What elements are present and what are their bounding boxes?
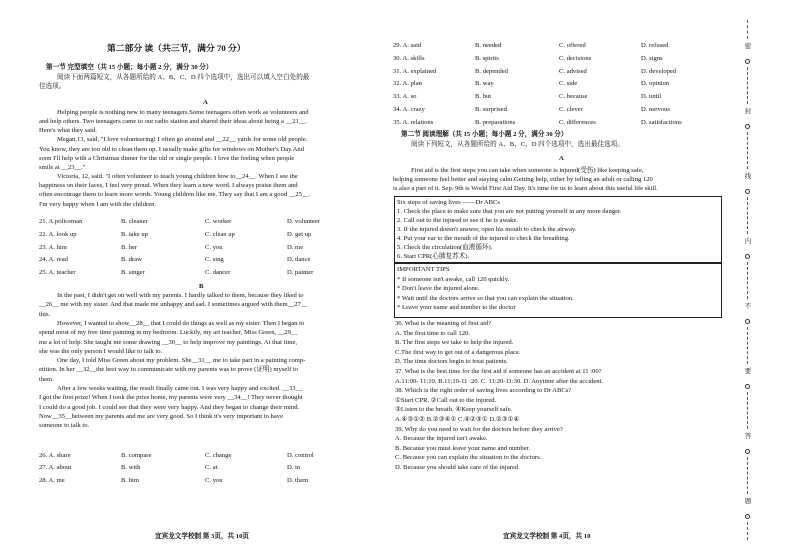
binding-dash <box>747 327 748 364</box>
binding-line <box>733 0 763 550</box>
pb-line: One day, I told Miss Green about my problem. She__31__ me to take part in a painting comp- <box>57 357 306 365</box>
option: D. in <box>287 464 301 472</box>
option: 25. A. teacher <box>39 269 76 277</box>
option: C. advised <box>559 67 587 75</box>
option: 32. A. plan <box>393 80 422 88</box>
binding-hole-icon <box>745 319 750 324</box>
option: D. me <box>287 243 304 251</box>
option: C. differences <box>559 118 596 126</box>
pa-line: soon I'll help with a Christmas dinner for the old or single people. I love the feeling when people <box>39 154 295 162</box>
pb-line: me a lot of help. She taught me some drawing __30__ to help improve my paintings. At that time, <box>39 338 298 346</box>
pb-line: someone to talk to. <box>39 422 90 430</box>
passage-b-label: B <box>199 283 204 290</box>
option: 28. A. me <box>39 476 65 484</box>
section1-title: 第一节 完型填空（共 15 小题；每小题 2 分，满分 30 分） <box>46 64 213 71</box>
ra-line: First aid is the first steps you can take when someone is injured(受伤) like keeping safe, <box>411 167 644 174</box>
binding-hole-icon <box>745 449 750 454</box>
option: C. offered <box>559 42 586 49</box>
q36-line: 37. What is the best time for the first aid if someone has an accident at 11 :00? <box>395 368 602 375</box>
pa-line: I'm very happy when I am with the children. <box>39 200 157 208</box>
option: C. clean up <box>205 230 235 238</box>
pa-line: often encourage them to learn more words. Young children like me. They say that I am a good __25__. <box>39 191 311 199</box>
option: B. draw <box>121 256 142 264</box>
q36-line: 39. Why do you need to wait for the doctors before they arrive? <box>395 425 563 433</box>
binding-hole-icon <box>745 254 750 259</box>
option: D. volunteer <box>287 218 320 225</box>
option: B. singer <box>121 269 145 277</box>
option: B. preparations <box>475 118 516 126</box>
pb-line: I could do a good job. I could see that they were very happy. And they began to change their mind. <box>39 403 300 411</box>
option: D. until <box>641 93 662 101</box>
q36-line: 36. What is the meaning of first aid? <box>395 320 492 327</box>
binding-char: 密 <box>744 43 752 50</box>
option: C. because <box>559 93 588 101</box>
option: D. dance <box>287 256 311 264</box>
part-title: 第二部分 读（共三节，满分 70 分） <box>107 43 246 53</box>
binding-dash <box>747 197 748 234</box>
q36-line: 38. Which is the right order of saving lives according to Dr ABCs? <box>395 387 572 395</box>
pa-line: and help others. Two teenagers came to our radio station and shared their ideas about being a __21__. <box>39 118 308 126</box>
pa-line: Here's what they said. <box>39 127 97 135</box>
b2-line: * Leave your name and number to the doctor <box>397 304 516 312</box>
option: C. at <box>205 464 218 472</box>
option: B. compare <box>121 452 152 459</box>
pa-line: Megan,13, said, "I love volunteering! I often go around and __22__ yards for some old people. <box>57 136 308 144</box>
b2-line: * If someone isn't awake, call 120 quickly. <box>397 275 510 283</box>
option: D. developed <box>641 67 677 75</box>
pb-line: Now__35__between my parents and me are very good. So I think it's very important to have <box>39 412 284 420</box>
option: C. dancer <box>205 269 231 277</box>
pb-line: etition. In her __32__the best way to communicate with my parents was to prove (证明) myself to <box>39 366 299 374</box>
option: 22. A. look up <box>39 230 77 238</box>
option: 31. A. explained <box>393 67 437 75</box>
option: 23. A. him <box>39 243 67 251</box>
q36-line: D. The time doctors begin to treat patients. <box>395 358 508 366</box>
section1-instr-2: 佳选项。 <box>39 83 66 90</box>
pa-line: happiness on their faces, I feel very proud. When they learn a new word. I always praise them and <box>39 182 298 190</box>
pb-line: __26__ me with my sister. And that made me unhappy and sad. I sometimes argued with them__27__ <box>39 301 308 309</box>
pa-line: You know, they are too old to clean them up. I usually make gifts for windows on Mother's Day.And <box>39 145 305 153</box>
binding-dash <box>747 392 748 429</box>
option: 21. A.policeman <box>39 218 83 225</box>
option: B. spirits <box>475 54 499 62</box>
b1-line: 4. Put your ear to the mouth of the injured to check the breathing. <box>397 235 570 242</box>
option: B. depended <box>475 67 508 75</box>
binding-dash <box>747 522 748 540</box>
q36-line: A. Because the injured isn't awake. <box>395 435 488 443</box>
b2-line: * Wait until the doctors arrive so that you can explain the situation. <box>397 294 574 302</box>
option: C. change <box>205 452 232 459</box>
option: D. control <box>287 452 314 459</box>
left-footer: 宜宾龙文学校制 第 3页，共 10页 <box>155 533 249 540</box>
binding-char: 线 <box>744 173 752 180</box>
q36-line: A.11:00- 11:10. B.11:10-11 :20. C. 11:20-11:30. D. Anytime after the accident. <box>395 377 604 385</box>
option: D. refused <box>641 42 669 49</box>
option: C. you <box>205 476 223 484</box>
binding-dash <box>747 262 748 299</box>
option: 33. A. so <box>393 93 417 101</box>
right-footer: 宜宾龙文学校制 第 4页，共 10 <box>503 533 591 540</box>
b1-line: 1. Check the place to make sure that you are not putting yourself in any more danger. <box>397 208 622 215</box>
binding-char: 封 <box>744 108 752 115</box>
option: C. sing <box>205 256 224 264</box>
b2-line: * Don't leave the injured alone. <box>397 285 480 293</box>
section2-title: 第二节 阅读理解（共 15 小题；每小题 2 分，满分 30 分） <box>401 131 568 138</box>
q36-line: D. Because you should take care of the injured. <box>395 464 520 471</box>
binding-hole-icon <box>745 189 750 194</box>
pb-line: However, I wanted to show__28__ that I could do things as well as my sister. Then I began to <box>57 319 305 327</box>
option: B. surprised <box>475 106 507 113</box>
option: 30. A. skills <box>393 54 425 62</box>
passage-a-label: A <box>203 99 208 106</box>
q36-line: A.④③①② B.②③④① C.④②③① D.②③①④ <box>395 416 520 423</box>
q36-line: ③Listen to the breath. ④Keep yourself safe. <box>395 406 513 414</box>
option: D. nervous <box>641 106 670 113</box>
option: D. painter <box>287 269 314 277</box>
pa-line: Victoria, 12, said. "I often volunteer to teach young children how to__24__. When I see the <box>57 173 298 181</box>
b1-line: 2. Call out to the injured to see if he is awake. <box>397 217 519 224</box>
q36-line: B. The first steps we take to help the injured. <box>395 339 514 347</box>
binding-dash <box>747 67 748 104</box>
option: C. worker <box>205 218 232 225</box>
b1-line: 3. If the injured doesn't answer, open his mouth to check the airway. <box>397 226 577 233</box>
option: 35. A. relations <box>393 118 434 126</box>
q36-line: A. The first time to call 120. <box>395 329 470 337</box>
pb-line: In the past, I didn't get on well with my parents. I hardly talked to them, because they liked to <box>57 292 304 299</box>
option: 27. A. about <box>39 464 72 472</box>
pa-line: smile at __23__." <box>39 163 86 171</box>
option: D. signs <box>641 54 663 62</box>
pb-line: spend most of my free time painting in my bedroom. Luckily, my art teacher, Miss Green, __29__ <box>39 329 298 337</box>
option: B. with <box>121 464 141 472</box>
b1-line: Six steps of saving lives ——Dr ABCs <box>397 199 500 206</box>
option: B. him <box>121 476 139 484</box>
binding-char: 不 <box>744 303 752 310</box>
option: B. cleaner <box>121 218 148 225</box>
option: 26. A. share <box>39 452 71 459</box>
b1-line: 5. Check the circulation(血液循环). <box>397 244 493 251</box>
option: D. get up <box>287 230 312 238</box>
option: B. needed <box>475 42 502 49</box>
option: 24. A. read <box>39 256 68 264</box>
option: D. opinion <box>641 80 670 88</box>
option: C. clever <box>559 106 583 113</box>
binding-dash <box>747 457 748 494</box>
q36-line: C.The first way to get out of a dangerous place. <box>395 348 521 356</box>
pb-line: I got the first prize! When I took the prize home, my parents were very __34__! They never thought <box>39 394 303 402</box>
binding-char: 题 <box>744 498 752 505</box>
binding-dash <box>747 20 748 39</box>
pb-line: she was the only person I would like to talk to. <box>39 347 163 355</box>
binding-hole-icon <box>745 384 750 389</box>
option: B. her <box>121 243 138 251</box>
b2-line: IMPORTANT TIPS <box>397 266 450 273</box>
pb-line: After a few weeks waiting, the result finally came out. I was very happy and excited. __33__ <box>57 385 303 392</box>
binding-char: 内 <box>744 238 752 245</box>
option: B. but <box>475 93 492 101</box>
option: B. way <box>475 80 494 88</box>
b1-line: 6. Start CPR(心肺复苏术). <box>397 253 470 260</box>
binding-dash <box>747 132 748 169</box>
option: 29. A. said <box>393 42 422 49</box>
pb-line: them. <box>39 375 54 383</box>
option: B. take up <box>121 230 148 238</box>
q36-line: ①Start CPR. ②Call out to the injured. <box>395 396 497 404</box>
q36-line: B. Because you must leave your name and number. <box>395 444 531 452</box>
pb-line: this. <box>39 310 51 318</box>
option: C. decisions <box>559 54 592 62</box>
ra-line: is also a part of it. Sep. 9th is World First Aid Day. It's time for us to learn about this useful life skill. <box>393 185 658 193</box>
binding-hole-icon <box>745 124 750 129</box>
option: D. satisfactions <box>641 118 682 126</box>
section2-instr: 阅读下列短文，从各题所给的 A、B、C、D 四个选项中，选出最佳选项。 <box>411 141 624 148</box>
ra-line: helping someone feel better and staying calm.Getting help, either by telling an adult or calling 120 <box>393 176 653 184</box>
binding-char: 答 <box>744 433 752 440</box>
q36-line: C. Because you can explain the situation to the doctors. <box>395 454 542 462</box>
option: D. them <box>287 476 309 484</box>
option: 34. A. crazy <box>393 106 425 113</box>
reading-a-label: A <box>559 155 564 162</box>
section1-instr-1: 阅读下面两篇短文，从各题所给的 A、B、C、D 四个选项中，选出可以填入空白处的最 <box>57 74 310 81</box>
option: C. side <box>559 80 578 88</box>
binding-hole-icon <box>745 514 750 519</box>
binding-hole-icon <box>745 59 750 64</box>
pa-line: Helping people is nothing new to many teenagers.Some teenagers often work as volunteers and <box>57 109 309 116</box>
binding-char: 要 <box>744 368 752 375</box>
option: C. you <box>205 243 223 251</box>
